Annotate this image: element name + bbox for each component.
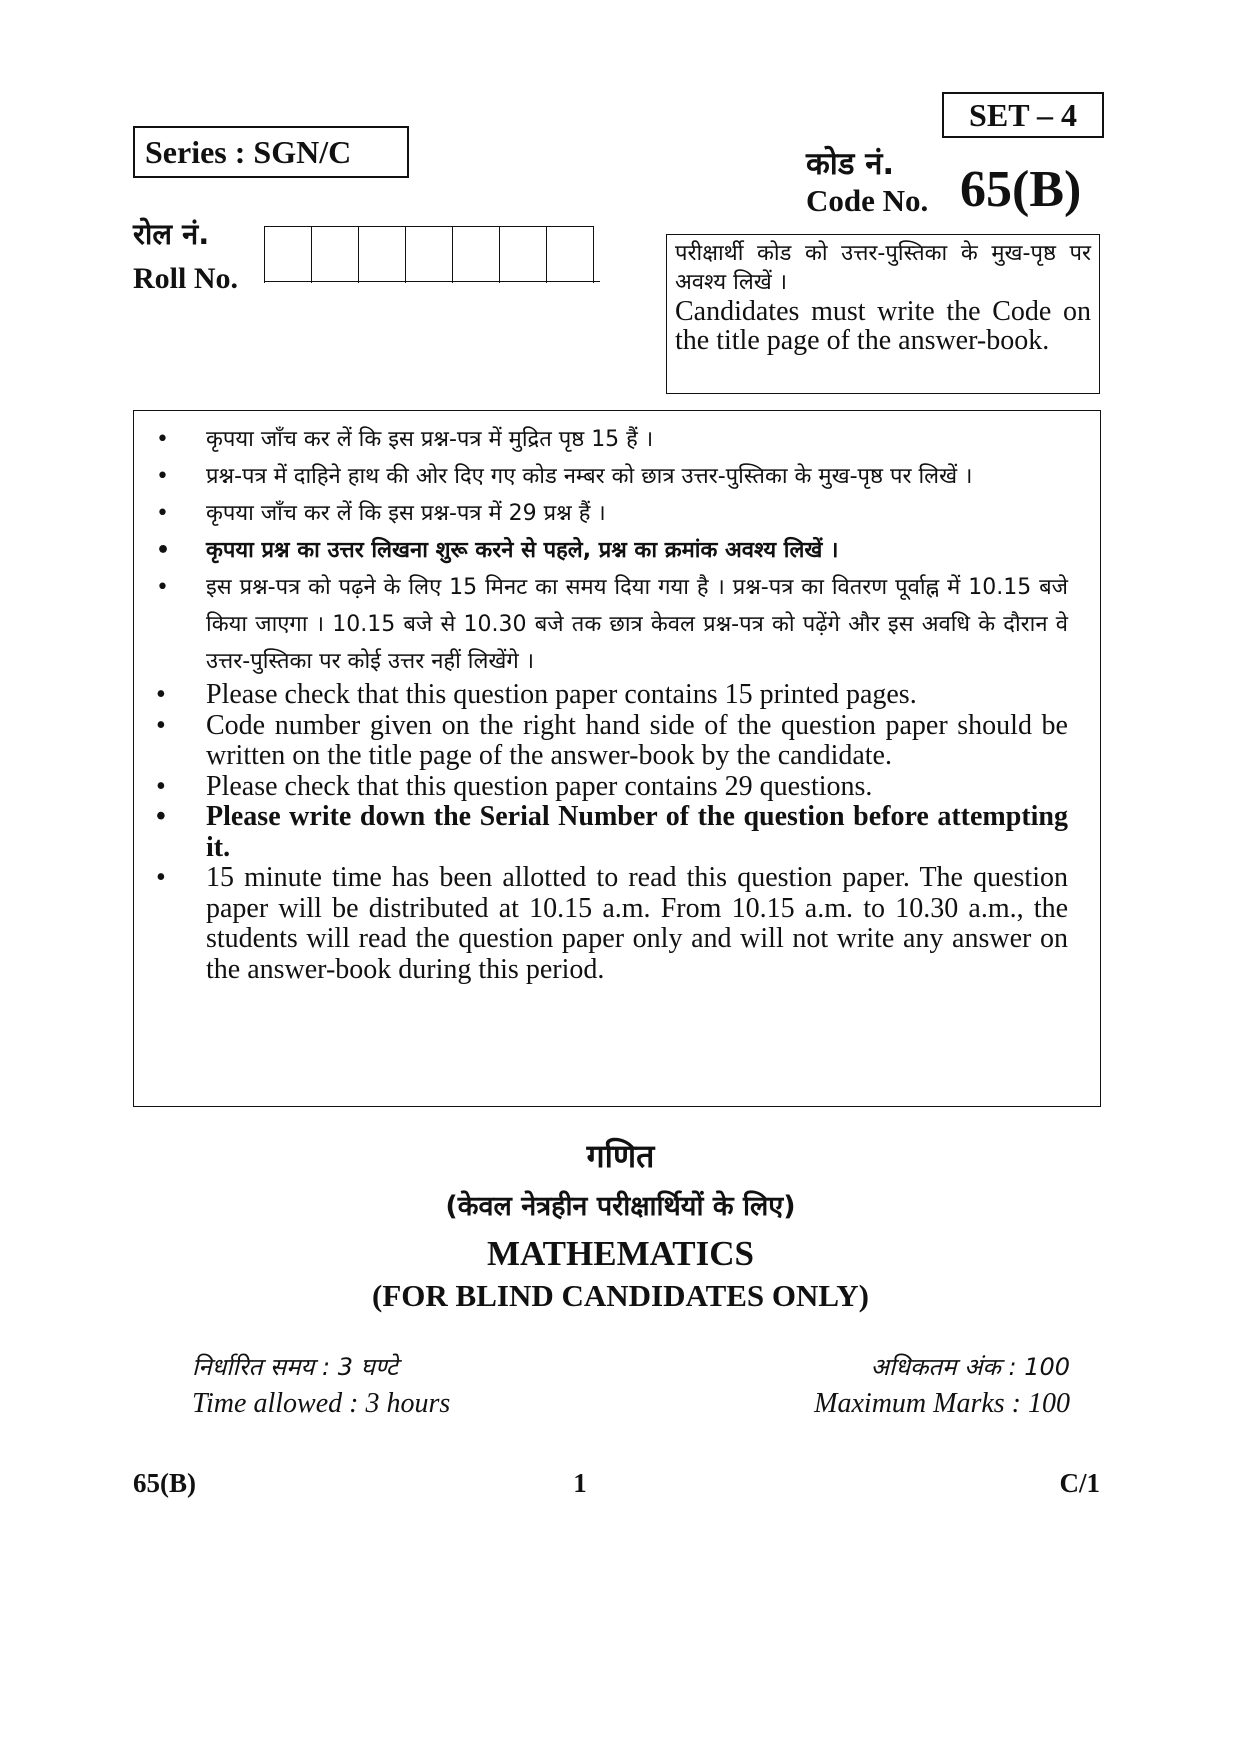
roll-number-underline [264,281,600,282]
code-label-hindi: कोड नं. [806,146,895,182]
time-allowed-hindi: निर्धारित समय : 3 घण्टे [192,1353,399,1381]
instruction-item [134,772,1068,803]
time-allowed: Time allowed : 3 hours [192,1388,451,1419]
code-instruction-hindi: परीक्षार्थी कोड को उत्तर-पुस्तिका के मुख-पृष्ठ पर अवश्य लिखें । [675,241,1091,295]
code-label: Code No. [806,183,929,218]
roll-number-cell[interactable] [265,227,312,283]
subject-title: MATHEMATICS [486,1234,755,1273]
instruction-text: प्रश्न-पत्र में दाहिने हाथ की ओर दिए गए कोड नम्बर को छात्र उत्तर-पुस्तिका के मुख-पृष्ठ पर लिखें । [206,464,973,489]
maximum-marks-hindi: अधिकतम अंक : 100 [870,1353,1070,1381]
roll-number-cell[interactable] [359,227,406,283]
roll-number-cell[interactable] [547,227,594,283]
instruction-text: Please write down the Serial Number of the question before attempting it. [206,801,1068,863]
footer-ref: C/1 [1059,1468,1100,1498]
bullet-icon: • [156,501,169,526]
bullet-icon: • [156,538,171,563]
instructions-box [133,410,1101,1107]
code-value: 65(B) [960,161,1082,218]
instruction-text: Please check that this question paper contains 15 printed pages. [206,679,917,710]
bullet-icon: • [156,464,169,489]
instruction-item [134,421,1068,458]
set-number: SET – 4 [942,92,1104,138]
instruction-item [134,569,1068,680]
subject-title-hindi: गणित [586,1137,655,1175]
instruction-item [134,711,1068,772]
page-number: 1 [573,1468,587,1498]
instruction-text: कृपया जाँच कर लें कि इस प्रश्न-पत्र में 29 प्रश्न हैं । [206,501,606,526]
instruction-item [134,458,1068,495]
footer-code: 65(B) [133,1468,196,1498]
bullet-icon: • [156,575,169,600]
bullet-icon: • [156,709,166,741]
instruction-item [134,495,1068,532]
instruction-text: Code number given on the right hand side of the question paper should be written on the title page of the answer-book by the candidate. [206,709,1068,771]
instruction-text: Please check that this question paper contains 29 questions. [206,770,873,802]
instruction-text: 15 minute time has been allotted to read this question paper. The question paper will be distributed at 10.15 a.m. From 10.15 a.m. to 10.30 a.m., the students will read the question paper only and will not write any answer on the answer-book during this period. [206,862,1068,985]
series-label: Series : SGN/C [133,126,409,178]
roll-number-boxes[interactable] [264,226,594,283]
instruction-item [134,680,1068,711]
bullet-icon: • [156,679,166,710]
code-instruction-box [666,234,1100,394]
bullet-icon: • [156,862,166,893]
instruction-item [134,863,1068,985]
roll-number-cell[interactable] [453,227,500,283]
roll-number-cell[interactable] [406,227,453,283]
instruction-text: कृपया जाँच कर लें कि इस प्रश्न-पत्र में मुद्रित पृष्ठ 15 हैं । [206,427,654,452]
roll-number-cell[interactable] [500,227,547,283]
subject-subtitle: (FOR BLIND CANDIDATES ONLY) [372,1278,869,1313]
subject-subtitle-hindi: (केवल नेत्रहीन परीक्षार्थियों के लिए) [445,1191,796,1222]
bullet-icon: • [156,770,166,802]
maximum-marks: Maximum Marks : 100 [814,1388,1070,1419]
instruction-item [134,532,1068,569]
bullet-icon: • [156,427,169,452]
instructions-list [134,421,1068,985]
bullet-icon: • [156,801,166,832]
roll-label: Roll No. [133,262,238,295]
roll-number-cell[interactable] [312,227,359,283]
instruction-text: इस प्रश्न-पत्र को पढ़ने के लिए 15 मिनट का समय दिया गया है । प्रश्न-पत्र का वितरण पूर्वाह्न में 10.15 बजे किया जाएगा । 10.15 बजे से 10.30 बजे तक छात्र केवल प्रश्न-पत्र को पढ़ेंगे और इस अवधि के दौरान वे उत्तर-पुस्तिका पर कोई उत्तर नहीं लिखेंगे । [206,575,1068,674]
instruction-text: कृपया प्रश्न का उत्तर लिखना शुरू करने से पहले, प्रश्न का क्रमांक अवश्य लिखें । [206,538,839,563]
roll-label-hindi: रोल नं. [133,217,210,251]
instruction-item [134,802,1068,863]
code-instruction-english: Candidates must write the Code on the title page of the answer-book. [675,296,1091,356]
